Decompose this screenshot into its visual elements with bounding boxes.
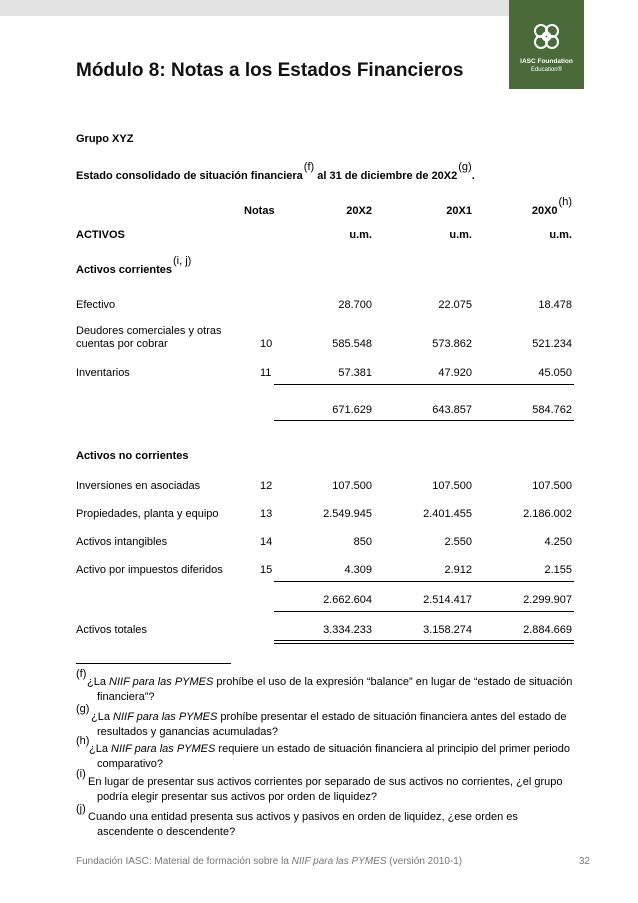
value-deudores-20x0: 521.234 — [532, 338, 572, 350]
unit-col2: u.m. — [449, 229, 472, 241]
row-label-deudores-line1: Deudores comerciales y otras — [76, 325, 222, 337]
row-label-impuestos: Activo por impuestos diferidos — [76, 564, 223, 576]
column-header-20x0 — [472, 196, 572, 217]
value-inventarios-20x0: 45.050 — [538, 367, 572, 379]
noncurrent-total-20x1: 2.514.417 — [423, 594, 472, 606]
grand-total-20x1: 3.158.274 — [423, 624, 472, 636]
footnote-mark-g: (g) — [458, 161, 472, 173]
value-propiedades-20x0: 2.186.002 — [523, 508, 572, 520]
footnote-mark-h: (h) — [558, 196, 572, 208]
value-inversiones-20x1: 107.500 — [432, 480, 472, 492]
footnote-f-text-pre: ¿La — [87, 676, 110, 688]
footnote-g-text-post: prohíbe presentar el estado de situación financiera antes del estado de — [217, 711, 567, 723]
footnote-i-text: En lugar de presentar sus activos corrientes por separado de sus activos no corrientes, ¿el grupo — [88, 776, 563, 788]
footnote-g-mark: (g) — [76, 703, 90, 715]
noncurrent-assets-heading: Activos no corrientes — [76, 450, 189, 462]
noncurrent-total-20x2: 2.662.604 — [323, 594, 372, 606]
current-assets-title: Activos corrientes — [76, 264, 172, 276]
footnote-g-text-pre: ¿La — [91, 711, 114, 723]
divider-line — [274, 420, 574, 421]
value-inversiones-20x0: 107.500 — [532, 480, 572, 492]
value-propiedades-20x1: 2.401.455 — [423, 508, 472, 520]
row-label-propiedades: Propiedades, planta y equipo — [76, 508, 219, 520]
page-title: Módulo 8: Notas a los Estados Financieros — [76, 60, 464, 81]
unit-col1: u.m. — [349, 229, 372, 241]
note-propiedades: 13 — [260, 508, 273, 520]
divider-line — [274, 611, 574, 612]
note-deudores: 10 — [260, 338, 273, 350]
footnote-i-mark: (i) — [76, 768, 86, 780]
current-total-20x2: 671.629 — [332, 404, 372, 416]
value-intangibles-20x2: 850 — [353, 536, 372, 548]
footnote-h-text-pre: ¿La — [89, 743, 112, 755]
footer-text-post: (versión 2010-1) — [386, 856, 463, 867]
divider-line — [274, 581, 574, 582]
current-total-20x1: 643.857 — [432, 404, 472, 416]
statement-title — [76, 161, 475, 182]
note-impuestos: 15 — [260, 564, 273, 576]
footnote-mark-ij: (i, j) — [172, 255, 192, 267]
grand-total-20x2: 3.334.233 — [323, 624, 372, 636]
knot-emblem-icon — [530, 20, 563, 53]
footnote-mark-f: (f) — [303, 161, 315, 173]
value-efectivo-20x0: 18.478 — [538, 299, 572, 311]
footnote-g — [76, 703, 567, 738]
footnote-j — [76, 803, 518, 838]
unit-col3: u.m. — [549, 229, 572, 241]
footnote-j-text: Cuando una entidad presenta sus activos y pasivos en orden de liquidez, ¿ese orden es — [88, 811, 518, 823]
value-deudores-20x1: 573.862 — [432, 338, 472, 350]
footnote-f-mark: (f) — [76, 668, 87, 680]
footnote-j-mark: (j) — [76, 803, 86, 815]
row-label-efectivo: Efectivo — [76, 299, 116, 311]
page-number: 32 — [578, 856, 590, 867]
current-total-20x0: 584.762 — [532, 404, 572, 416]
double-underline-top — [274, 640, 574, 641]
footnote-j-continuation: ascendente o descendente? — [97, 826, 236, 838]
footnote-h-mark: (h) — [76, 735, 90, 747]
row-label-inversiones: Inversiones en asociadas — [76, 480, 201, 492]
footer-text-em: NIIF para las PYMES — [291, 856, 387, 867]
row-label-inventarios: Inventarios — [76, 367, 130, 379]
footnote-f — [76, 668, 573, 703]
footnote-separator — [76, 663, 231, 664]
logo-line-2: Education® — [530, 67, 563, 73]
note-inversiones: 12 — [260, 480, 273, 492]
footnote-g-text-em: NIIF para las PYMES — [113, 711, 218, 723]
divider-line — [274, 384, 574, 385]
column-header-20x0-label: 20X0 — [531, 205, 558, 217]
statement-suffix: . — [471, 170, 475, 182]
current-assets-heading — [76, 255, 192, 276]
value-inversiones-20x2: 107.500 — [332, 480, 372, 492]
page-footer — [76, 856, 462, 867]
footnote-g-continuation: resultados y ganancias acumuladas? — [97, 726, 279, 738]
note-intangibles: 14 — [260, 536, 273, 548]
note-inventarios: 11 — [260, 367, 272, 379]
logo-line-1: IASC Foundation — [520, 58, 573, 65]
value-impuestos-20x2: 4.309 — [344, 564, 372, 576]
double-underline-bottom — [274, 643, 574, 644]
statement-middle: al 31 de diciembre de 20X2 — [317, 170, 458, 182]
footnote-h-text-post: requiere un estado de situación financiera al principio del primer periodo — [215, 743, 571, 755]
value-inventarios-20x2: 57.381 — [338, 367, 372, 379]
value-deudores-20x2: 585.548 — [332, 338, 372, 350]
footnote-h-continuation: comparativo? — [97, 758, 164, 770]
column-header-20x1: 20X1 — [446, 205, 472, 217]
value-impuestos-20x0: 2.155 — [544, 564, 572, 576]
value-intangibles-20x0: 4.250 — [544, 536, 572, 548]
iasc-foundation-logo — [509, 0, 584, 89]
footnote-i — [76, 768, 563, 803]
value-inventarios-20x1: 47.920 — [438, 367, 472, 379]
statement-prefix: Estado consolidado de situación financiera — [76, 170, 303, 182]
value-efectivo-20x2: 28.700 — [338, 299, 372, 311]
grand-total-20x0: 2.884.669 — [523, 624, 572, 636]
noncurrent-total-20x0: 2.299.907 — [523, 594, 572, 606]
column-header-notas: Notas — [244, 205, 275, 217]
top-gray-bar — [0, 0, 510, 16]
value-impuestos-20x1: 2.912 — [444, 564, 472, 576]
footnote-h-text-em: NIIF para las PYMES — [111, 743, 216, 755]
row-label-intangibles: Activos intangibles — [76, 536, 168, 548]
footnote-h — [76, 735, 571, 770]
footer-text-pre: Fundación IASC: Material de formación sobre la — [76, 856, 292, 867]
value-efectivo-20x1: 22.075 — [438, 299, 472, 311]
column-header-20x2: 20X2 — [346, 205, 372, 217]
group-name: Grupo XYZ — [76, 133, 134, 145]
footnote-f-text-post: prohíbe el uso de la expresión “balance” en lugar de “estado de situación — [213, 676, 573, 688]
assets-heading: ACTIVOS — [76, 229, 125, 241]
footnote-f-text-em: NIIF para las PYMES — [109, 676, 214, 688]
row-label-deudores-line2: cuentas por cobrar — [76, 338, 168, 350]
footnote-i-continuation: podría elegir presentar sus activos por orden de liquidez? — [97, 791, 378, 803]
value-intangibles-20x1: 2.550 — [444, 536, 472, 548]
value-propiedades-20x2: 2.549.945 — [323, 508, 372, 520]
row-label-activos-totales: Activos totales — [76, 624, 147, 636]
footnote-f-continuation: financiera”? — [97, 691, 155, 703]
